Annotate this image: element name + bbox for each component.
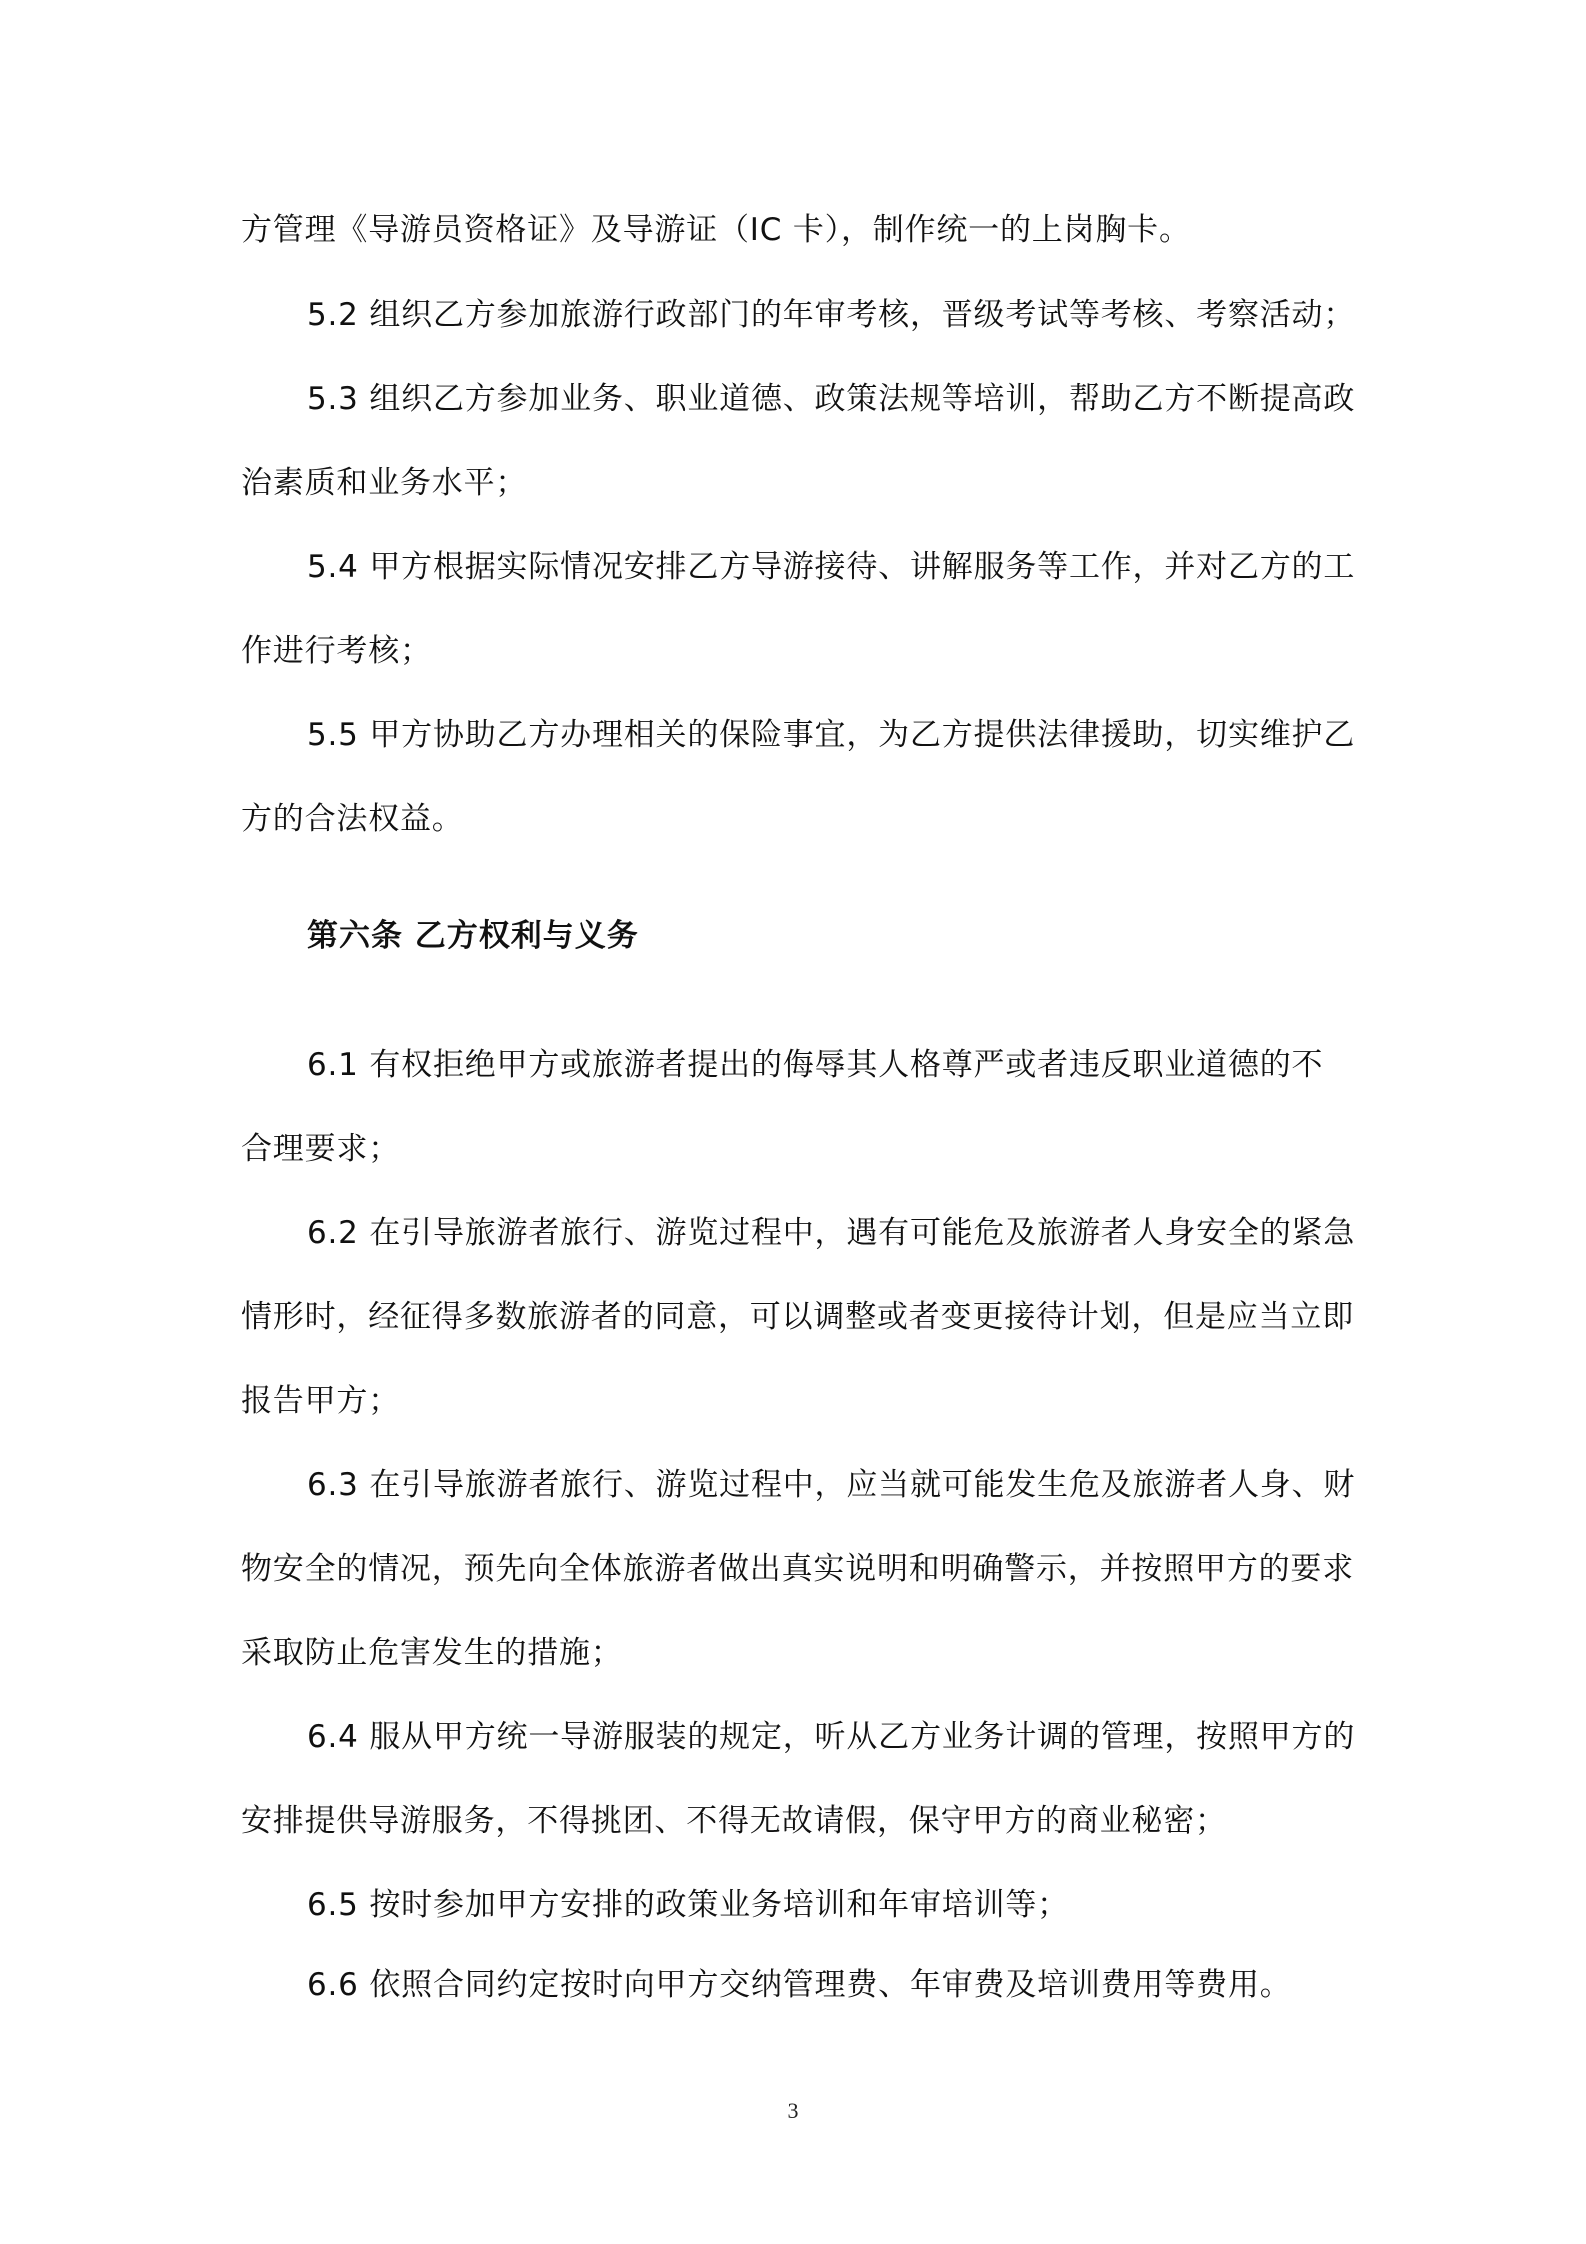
- clause-6-4: 6.4 服从甲方统一导游服装的规定，听从乙方业务计调的管理，按照甲方的: [307, 1719, 1356, 1755]
- clause-6-1: 6.1 有权拒绝甲方或旅游者提出的侮辱其人格尊严或者违反职业道德的不: [307, 1047, 1324, 1083]
- text-line: 合理要求；: [241, 1131, 400, 1167]
- clause-5-2: 5.2 组织乙方参加旅游行政部门的年审考核，晋级考试等考核、考察活动；: [307, 297, 1356, 333]
- text-line: 情形时，经征得多数旅游者的同意，可以调整或者变更接待计划，但是应当立即: [241, 1299, 1354, 1335]
- text-line: 治素质和业务水平；: [241, 465, 528, 501]
- article-6-heading: 第六条 乙方权利与义务: [307, 918, 639, 954]
- text-line: 作进行考核；: [241, 633, 432, 669]
- text-line: 采取防止危害发生的措施；: [241, 1635, 623, 1671]
- text-line: 物安全的情况，预先向全体旅游者做出真实说明和明确警示，并按照甲方的要求: [241, 1551, 1354, 1587]
- text-line: 安排提供导游服务，不得挑团、不得无故请假，保守甲方的商业秘密；: [241, 1803, 1227, 1839]
- clause-5-5: 5.5 甲方协助乙方办理相关的保险事宜，为乙方提供法律援助，切实维护乙: [307, 717, 1356, 753]
- clause-6-5: 6.5 按时参加甲方安排的政策业务培训和年审培训等；: [307, 1887, 1069, 1923]
- text-line: 方的合法权益。: [241, 801, 464, 837]
- page-number: 3: [787, 2098, 799, 2123]
- clause-6-6: 6.6 依照合同约定按时向甲方交纳管理费、年审费及培训费用等费用。: [307, 1967, 1292, 2003]
- clause-5-3: 5.3 组织乙方参加业务、职业道德、政策法规等培训，帮助乙方不断提高政: [307, 381, 1356, 417]
- text-line: 方管理《导游员资格证》及导游证（IC 卡），制作统一的上岗胸卡。: [241, 212, 1191, 248]
- clause-6-3: 6.3 在引导旅游者旅行、游览过程中，应当就可能发生危及旅游者人身、财: [307, 1467, 1356, 1503]
- clause-5-4: 5.4 甲方根据实际情况安排乙方导游接待、讲解服务等工作，并对乙方的工: [307, 549, 1356, 585]
- text-line: 报告甲方；: [241, 1383, 400, 1419]
- clause-6-2: 6.2 在引导旅游者旅行、游览过程中，遇有可能危及旅游者人身安全的紧急: [307, 1215, 1356, 1251]
